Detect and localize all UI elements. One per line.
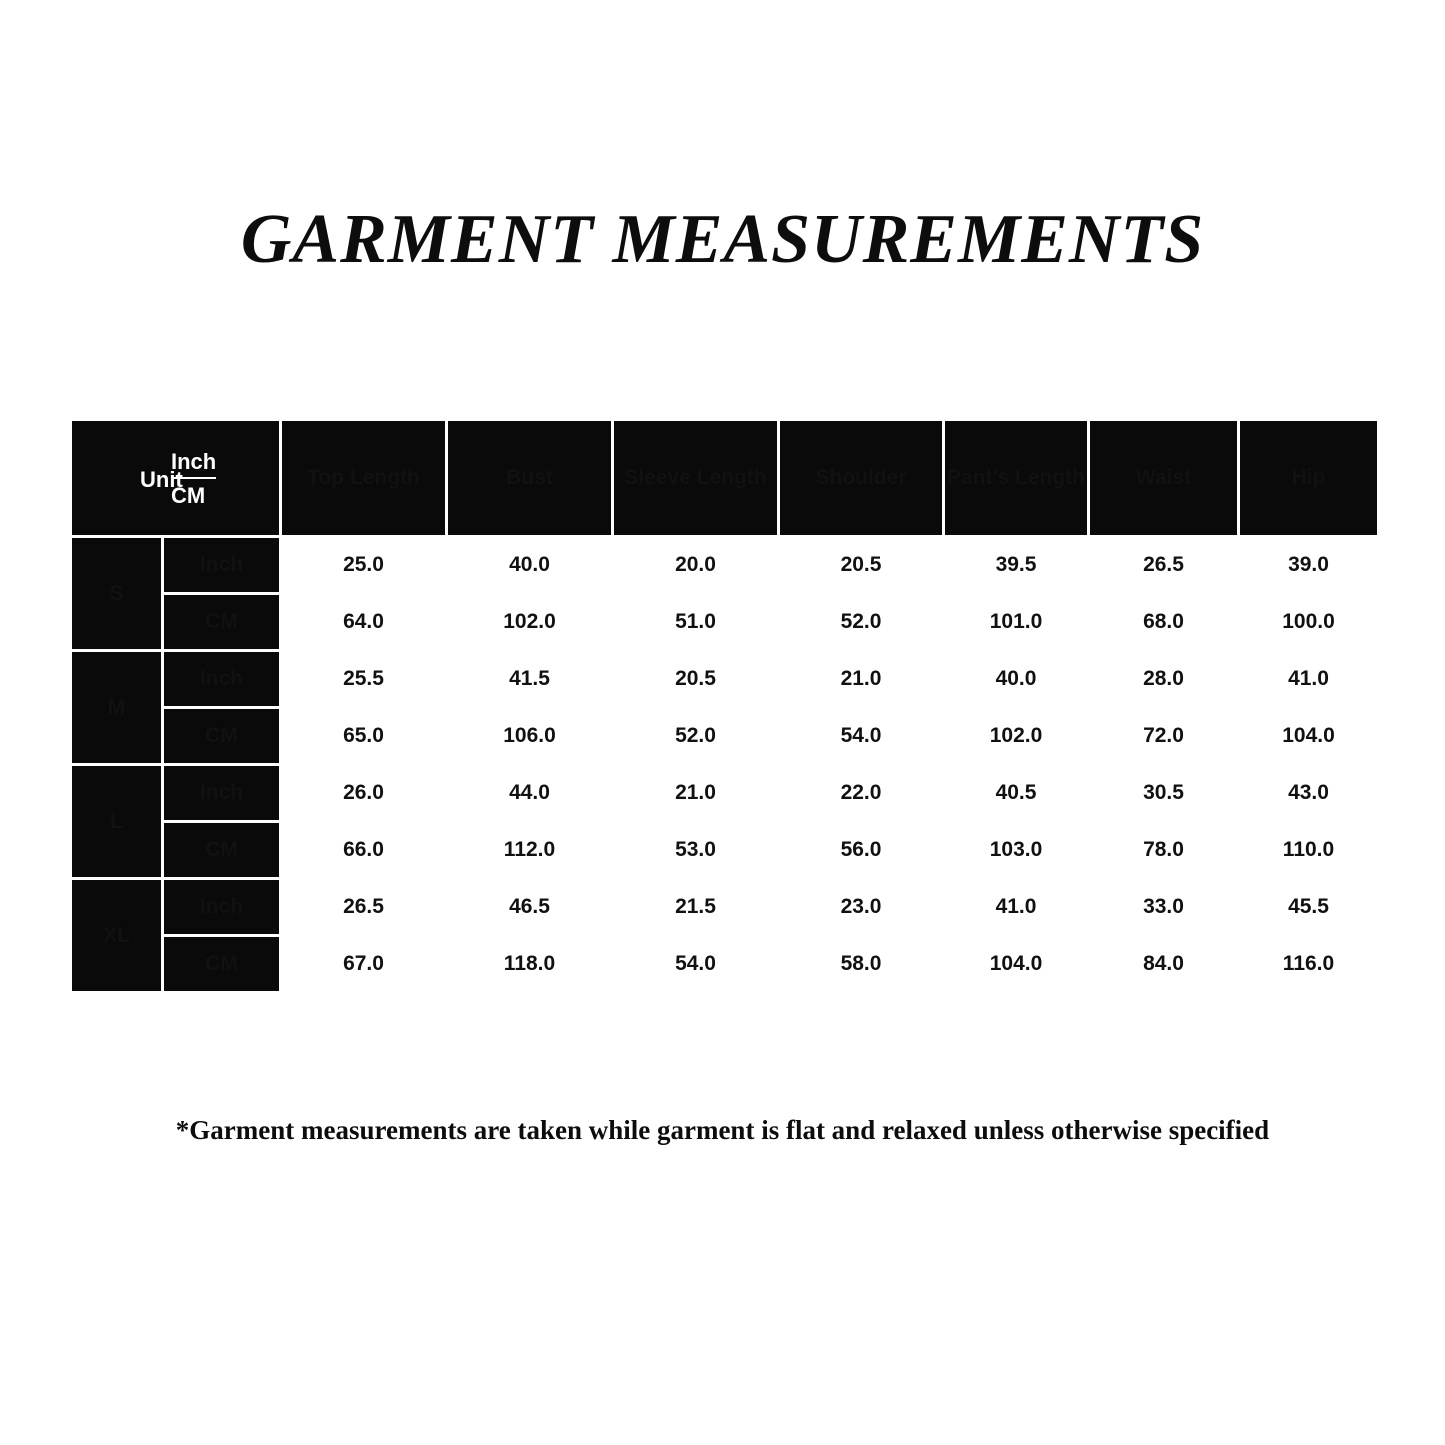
cell-value: 101.0 bbox=[944, 594, 1089, 651]
cell-value: 41.0 bbox=[944, 879, 1089, 936]
cell-value: 66.0 bbox=[281, 822, 447, 879]
unit-cell-inch: Inch bbox=[163, 765, 281, 822]
cell-value: 21.5 bbox=[613, 879, 779, 936]
measurements-table-container bbox=[69, 418, 1377, 994]
cell-value: 26.5 bbox=[281, 879, 447, 936]
unit-cell-inch: Inch bbox=[163, 651, 281, 708]
cell-value: 110.0 bbox=[1239, 822, 1379, 879]
size-label-m: M bbox=[71, 651, 163, 765]
size-label-s: S bbox=[71, 537, 163, 651]
cell-value: 25.0 bbox=[281, 537, 447, 594]
cell-value: 51.0 bbox=[613, 594, 779, 651]
page-title: GARMENT MEASUREMENTS bbox=[240, 201, 1205, 278]
cell-value: 102.0 bbox=[447, 594, 613, 651]
footnote-text: *Garment measurements are taken while garment is flat and relaxed unless otherwise specified bbox=[175, 1115, 1270, 1145]
cell-value: 72.0 bbox=[1089, 708, 1239, 765]
cell-value: 33.0 bbox=[1089, 879, 1239, 936]
corner-inch-label: Inch bbox=[171, 449, 216, 479]
cell-value: 21.0 bbox=[779, 651, 944, 708]
cell-value: 58.0 bbox=[779, 936, 944, 993]
cell-value: 20.5 bbox=[779, 537, 944, 594]
cell-value: 102.0 bbox=[944, 708, 1089, 765]
column-header-sleeve-length: Sleeve Length bbox=[613, 420, 779, 537]
table-row bbox=[71, 537, 1379, 594]
cell-value: 21.0 bbox=[613, 765, 779, 822]
cell-value: 45.5 bbox=[1239, 879, 1379, 936]
cell-value: 106.0 bbox=[447, 708, 613, 765]
cell-value: 41.0 bbox=[1239, 651, 1379, 708]
cell-value: 56.0 bbox=[779, 822, 944, 879]
cell-value: 40.0 bbox=[447, 537, 613, 594]
column-header-pants-length: Pant's Length bbox=[944, 420, 1089, 537]
unit-cell-cm: CM bbox=[163, 822, 281, 879]
cell-value: 43.0 bbox=[1239, 765, 1379, 822]
column-header-top-length: Top Length bbox=[281, 420, 447, 537]
table-row bbox=[71, 822, 1379, 879]
unit-cell-inch: Inch bbox=[163, 879, 281, 936]
cell-value: 64.0 bbox=[281, 594, 447, 651]
cell-value: 104.0 bbox=[944, 936, 1089, 993]
table-row bbox=[71, 936, 1379, 993]
cell-value: 25.5 bbox=[281, 651, 447, 708]
column-header-hip: Hip bbox=[1239, 420, 1379, 537]
table-row bbox=[71, 708, 1379, 765]
table-row bbox=[71, 879, 1379, 936]
cell-value: 30.5 bbox=[1089, 765, 1239, 822]
table-row bbox=[71, 651, 1379, 708]
cell-value: 68.0 bbox=[1089, 594, 1239, 651]
table-header-row bbox=[71, 420, 1379, 537]
table-row bbox=[71, 594, 1379, 651]
unit-cell-inch: Inch bbox=[163, 537, 281, 594]
column-header-waist: Waist bbox=[1089, 420, 1239, 537]
cell-value: 116.0 bbox=[1239, 936, 1379, 993]
corner-cm-label: CM bbox=[171, 483, 206, 508]
cell-value: 118.0 bbox=[447, 936, 613, 993]
cell-value: 20.5 bbox=[613, 651, 779, 708]
cell-value: 100.0 bbox=[1239, 594, 1379, 651]
cell-value: 78.0 bbox=[1089, 822, 1239, 879]
cell-value: 65.0 bbox=[281, 708, 447, 765]
cell-value: 44.0 bbox=[447, 765, 613, 822]
cell-value: 39.5 bbox=[944, 537, 1089, 594]
cell-value: 67.0 bbox=[281, 936, 447, 993]
cell-value: 52.0 bbox=[779, 594, 944, 651]
unit-cell-cm: CM bbox=[163, 936, 281, 993]
cell-value: 54.0 bbox=[779, 708, 944, 765]
column-header-shoulder: Shoulder bbox=[779, 420, 944, 537]
cell-value: 40.0 bbox=[944, 651, 1089, 708]
cell-value: 52.0 bbox=[613, 708, 779, 765]
cell-value: 84.0 bbox=[1089, 936, 1239, 993]
cell-value: 104.0 bbox=[1239, 708, 1379, 765]
size-label-xl: XL bbox=[71, 879, 163, 993]
cell-value: 40.5 bbox=[944, 765, 1089, 822]
cell-value: 54.0 bbox=[613, 936, 779, 993]
cell-value: 39.0 bbox=[1239, 537, 1379, 594]
unit-label: Unit bbox=[140, 467, 183, 492]
cell-value: 41.5 bbox=[447, 651, 613, 708]
table-row bbox=[71, 765, 1379, 822]
unit-cell-cm: CM bbox=[163, 708, 281, 765]
cell-value: 46.5 bbox=[447, 879, 613, 936]
cell-value: 112.0 bbox=[447, 822, 613, 879]
measurements-table bbox=[69, 418, 1380, 994]
cell-value: 20.0 bbox=[613, 537, 779, 594]
cell-value: 28.0 bbox=[1089, 651, 1239, 708]
cell-value: 23.0 bbox=[779, 879, 944, 936]
cell-value: 22.0 bbox=[779, 765, 944, 822]
cell-value: 103.0 bbox=[944, 822, 1089, 879]
unit-cell-cm: CM bbox=[163, 594, 281, 651]
cell-value: 53.0 bbox=[613, 822, 779, 879]
cell-value: 26.5 bbox=[1089, 537, 1239, 594]
cell-value: 26.0 bbox=[281, 765, 447, 822]
unit-corner-cell bbox=[71, 420, 281, 537]
column-header-bust: Bust bbox=[447, 420, 613, 537]
size-label-l: L bbox=[71, 765, 163, 879]
